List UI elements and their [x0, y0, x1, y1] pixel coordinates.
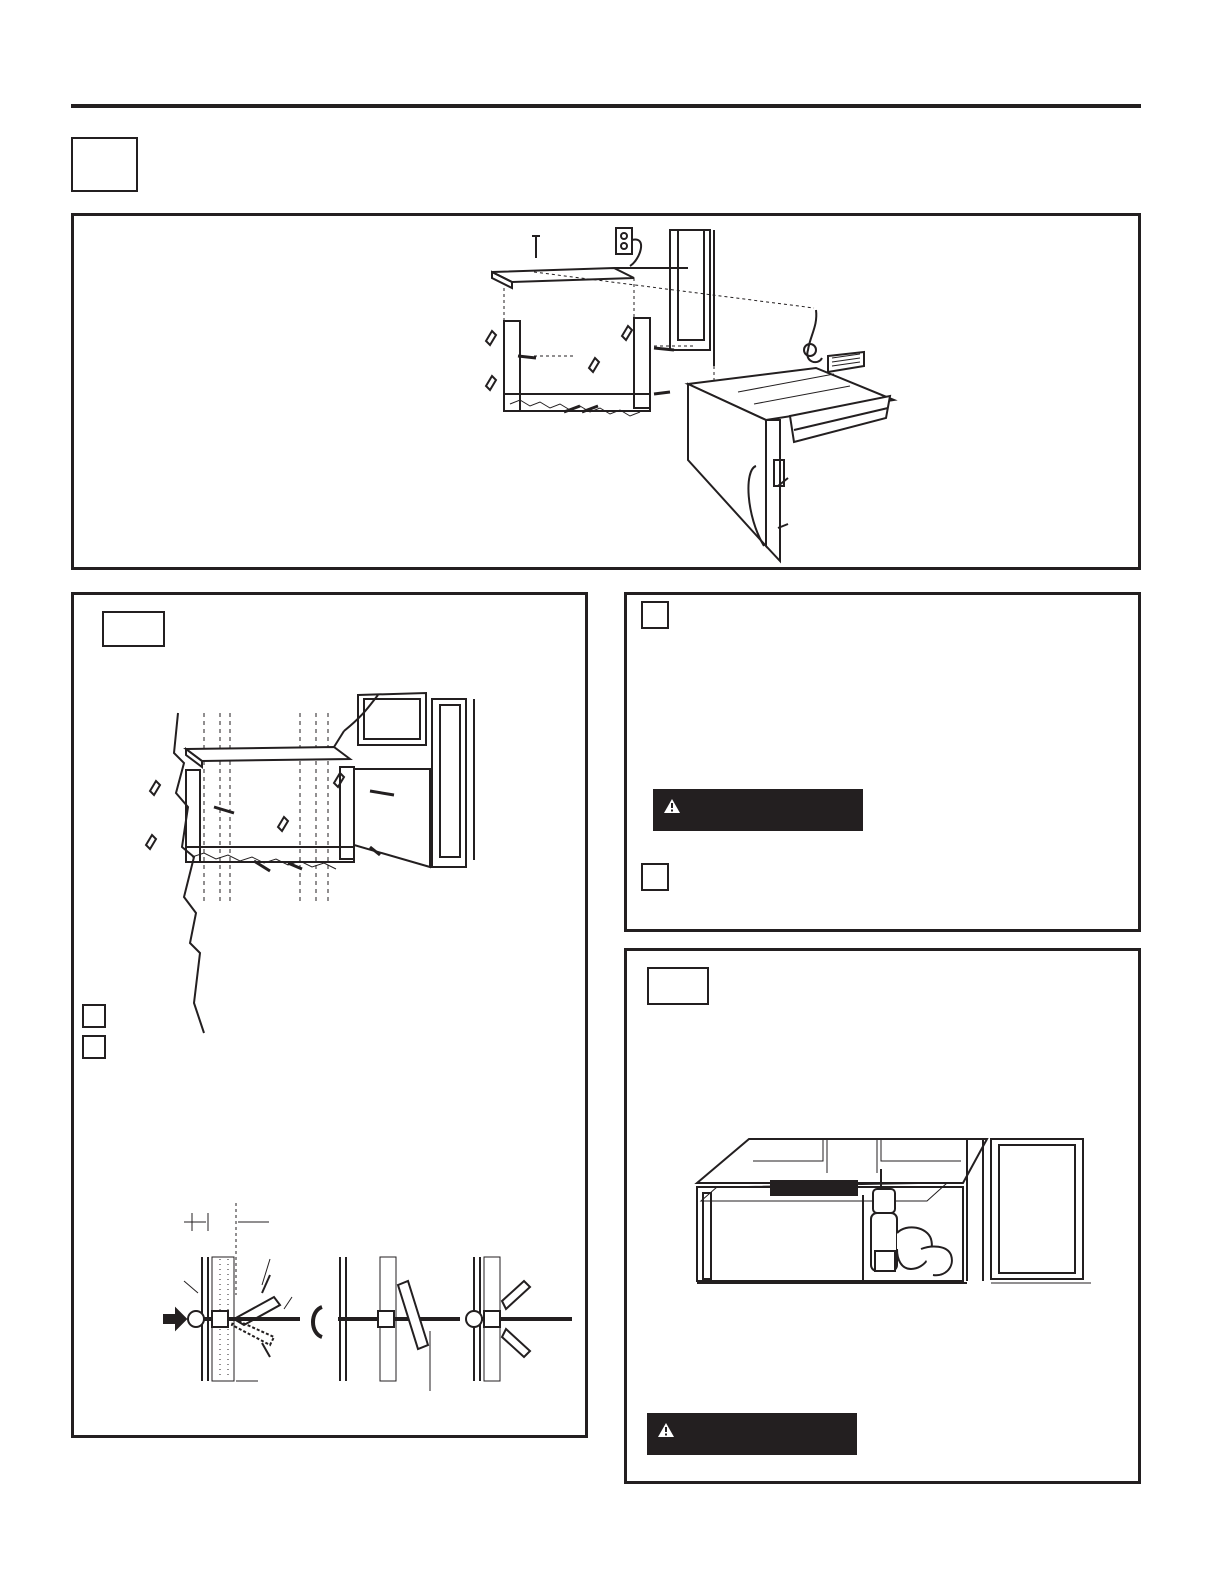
warning-triangle-icon	[663, 798, 681, 814]
exploded-installation-diagram	[74, 216, 1138, 567]
overview-panel	[71, 213, 1141, 570]
push-arrow-icon	[164, 1309, 186, 1329]
rotate-arrow-icon	[313, 1307, 322, 1337]
instructions-panel	[624, 592, 1141, 932]
checkbox-4	[641, 863, 669, 891]
toggle-bolt-diagram	[74, 595, 585, 1435]
step-number-box	[71, 137, 138, 192]
checkbox-3	[641, 601, 669, 629]
wall-mounting-panel	[71, 592, 588, 1438]
drilling-under-cabinet-diagram	[627, 951, 1138, 1481]
warning-banner	[653, 789, 863, 831]
header-rule	[71, 104, 1141, 108]
warning-triangle-icon-2	[657, 1422, 675, 1438]
warning-banner-2	[647, 1413, 857, 1455]
drilling-panel	[624, 948, 1141, 1484]
power-drill-icon	[871, 1169, 952, 1275]
